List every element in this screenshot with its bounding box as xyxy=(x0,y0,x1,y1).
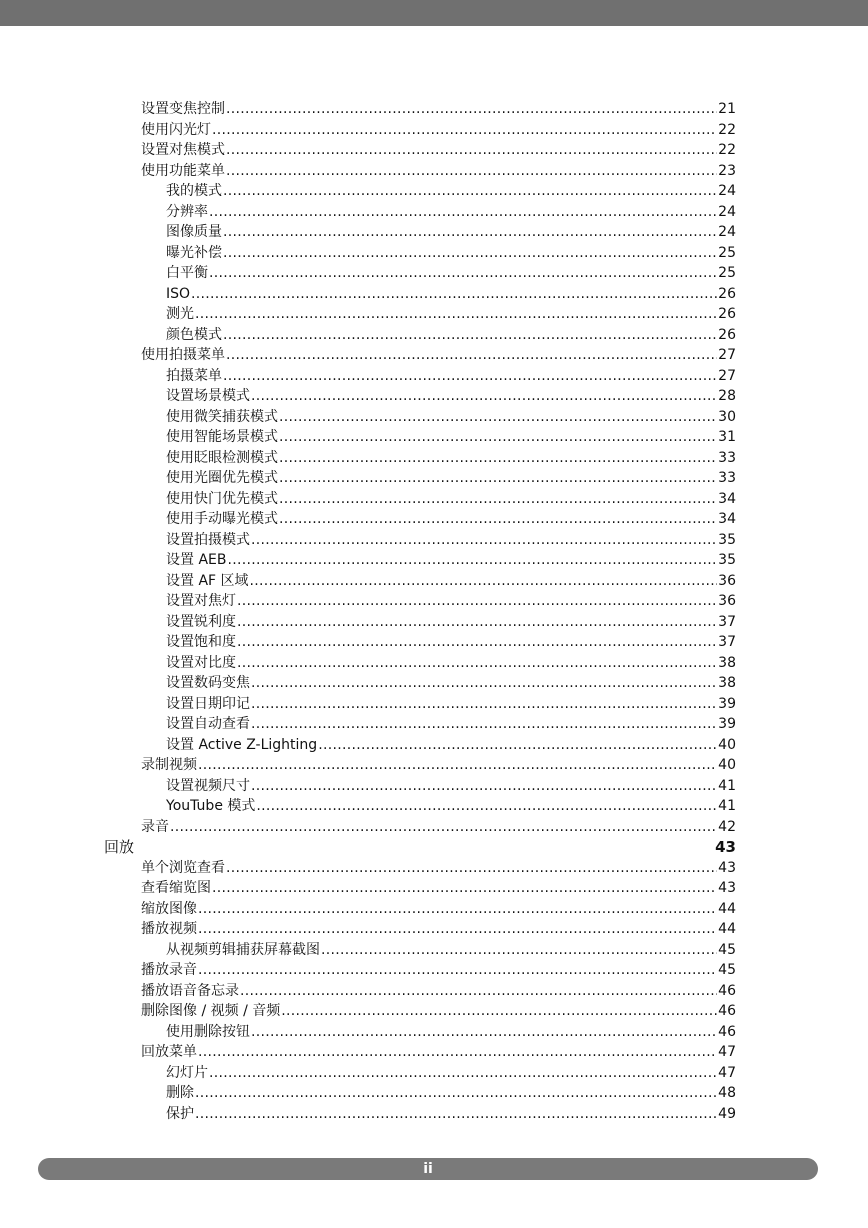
toc-dot-leader xyxy=(237,632,717,653)
toc-entry-title: 保护 xyxy=(166,1105,194,1122)
toc-entry-title: 播放视频 xyxy=(141,921,197,937)
toc-dot-leader xyxy=(212,878,717,899)
toc-page-number: 25 xyxy=(718,244,736,261)
toc-entry[interactable] xyxy=(166,304,736,325)
toc-entry[interactable] xyxy=(166,1083,736,1104)
toc-page-number: 33 xyxy=(718,470,736,486)
toc-dot-leader xyxy=(281,1001,717,1022)
toc-entry-title: 设置变焦控制 xyxy=(141,101,225,117)
toc-dot-leader xyxy=(226,99,717,120)
toc-dot-leader xyxy=(251,386,717,407)
toc-entry-title: 使用手动曝光模式 xyxy=(166,511,278,527)
toc-dot-leader xyxy=(256,796,717,817)
toc-dot-leader xyxy=(198,1042,717,1063)
toc-dot-leader xyxy=(251,673,717,694)
toc-dot-leader xyxy=(223,325,717,346)
toc-entry-title: 使用闪光灯 xyxy=(141,121,211,138)
toc-dot-leader xyxy=(251,694,717,715)
toc-entry-title: 使用智能场景模式 xyxy=(166,429,278,445)
toc-entry[interactable] xyxy=(166,407,736,428)
toc-dot-leader xyxy=(321,940,717,961)
toc-entry-title: 单个浏览查看 xyxy=(141,859,225,876)
toc-page-number: 25 xyxy=(718,265,736,281)
toc-entry[interactable] xyxy=(166,571,736,592)
toc-dot-leader xyxy=(318,735,717,756)
toc-entry[interactable] xyxy=(141,919,736,940)
toc-entry[interactable] xyxy=(166,673,736,694)
toc-dot-leader xyxy=(223,181,717,202)
toc-entry-title: 曝光补偿 xyxy=(166,244,222,261)
toc-entry-title: 设置 AEB xyxy=(166,552,227,568)
toc-page-number: 47 xyxy=(718,1044,736,1060)
toc-page-number: 46 xyxy=(718,982,736,999)
toc-entry-title: 设置饱和度 xyxy=(166,634,236,650)
toc-entry[interactable] xyxy=(141,858,736,879)
toc-entry-title: 设置对比度 xyxy=(166,654,236,671)
toc-entry[interactable] xyxy=(166,591,736,612)
toc-entry[interactable] xyxy=(166,1063,736,1084)
toc-entry-title: 使用功能菜单 xyxy=(141,162,225,179)
toc-page-number: 41 xyxy=(718,777,736,794)
toc-dot-leader xyxy=(251,530,717,551)
toc-entry-title: 我的模式 xyxy=(166,183,222,199)
toc-page-number: 24 xyxy=(718,203,736,220)
toc-entry-title: 录音 xyxy=(141,818,169,835)
toc-entry-title: 播放语音备忘录 xyxy=(141,982,239,999)
toc-page-number: 22 xyxy=(718,121,736,138)
toc-dot-leader xyxy=(209,202,717,223)
toc-entry[interactable] xyxy=(141,817,736,838)
toc-dot-leader xyxy=(251,714,717,735)
toc-entry[interactable] xyxy=(141,120,736,141)
toc-dot-leader xyxy=(251,1022,717,1043)
toc-page-number: 40 xyxy=(718,757,736,773)
toc-page-number: 24 xyxy=(718,224,736,240)
toc-entry-title: 设置拍摄模式 xyxy=(166,531,250,548)
toc-entry[interactable] xyxy=(141,899,736,920)
toc-entry-title: 设置场景模式 xyxy=(166,388,250,404)
toc-entry[interactable] xyxy=(141,345,736,366)
toc-entry[interactable] xyxy=(166,222,736,243)
toc-entry[interactable] xyxy=(141,981,736,1002)
toc-dot-leader xyxy=(198,899,717,920)
toc-entry-title: 回放 xyxy=(104,838,135,856)
toc-dot-leader xyxy=(191,284,717,305)
toc-entry-title: 使用删除按钮 xyxy=(166,1023,250,1040)
toc-entry[interactable] xyxy=(166,653,736,674)
toc-dot-leader xyxy=(279,489,717,510)
toc-entry-title: 设置锐利度 xyxy=(166,613,236,630)
toc-entry-title: 使用快门优先模式 xyxy=(166,490,278,507)
toc-dot-leader xyxy=(223,243,717,264)
toc-page-number: 43 xyxy=(715,838,736,856)
toc-page-number: 23 xyxy=(718,162,736,179)
toc-page-number: 35 xyxy=(718,531,736,548)
toc-page-number: 27 xyxy=(718,347,736,363)
toc-dot-leader xyxy=(170,817,717,838)
toc-page-number: 46 xyxy=(718,1003,736,1019)
toc-page-number: 37 xyxy=(718,613,736,630)
toc-page-number: 46 xyxy=(718,1023,736,1040)
toc-page-number: 36 xyxy=(718,593,736,609)
toc-entry-title: 设置 Active Z-Lighting xyxy=(166,736,318,753)
toc-page-number: 22 xyxy=(718,142,736,158)
toc-dot-leader xyxy=(279,427,717,448)
toc-dot-leader xyxy=(226,858,717,879)
table-of-contents xyxy=(104,99,736,1124)
toc-entry[interactable] xyxy=(141,161,736,182)
toc-dot-leader xyxy=(279,407,717,428)
toc-page-number: 35 xyxy=(718,552,736,568)
toc-dot-leader xyxy=(223,222,717,243)
toc-page-number: 36 xyxy=(718,572,736,589)
toc-entry-title: 设置 AF 区域 xyxy=(166,572,249,589)
toc-entry[interactable] xyxy=(141,960,736,981)
toc-entry-title: 测光 xyxy=(166,306,194,322)
toc-dot-leader xyxy=(279,468,717,489)
toc-page-number: 39 xyxy=(718,695,736,712)
toc-entry[interactable] xyxy=(166,550,736,571)
toc-entry-title: 设置自动查看 xyxy=(166,716,250,732)
toc-entry[interactable] xyxy=(166,632,736,653)
toc-page-number: 43 xyxy=(718,859,736,876)
toc-entry-title: 使用微笑捕获模式 xyxy=(166,408,278,425)
toc-entry[interactable] xyxy=(166,284,736,305)
top-header-bar xyxy=(0,0,868,26)
toc-page-number: 21 xyxy=(718,101,736,117)
toc-page-number: 45 xyxy=(718,962,736,978)
toc-dot-leader xyxy=(209,263,717,284)
toc-entry-title: 拍摄菜单 xyxy=(166,367,222,384)
toc-dot-leader xyxy=(195,304,717,325)
toc-entry-title: 设置数码变焦 xyxy=(166,675,250,691)
toc-entry-title: 查看缩览图 xyxy=(141,880,211,896)
toc-entry[interactable] xyxy=(166,489,736,510)
toc-entry[interactable] xyxy=(166,796,736,817)
toc-page-number: 40 xyxy=(718,736,736,753)
toc-entry[interactable] xyxy=(166,714,736,735)
toc-entry[interactable] xyxy=(166,1104,736,1125)
footer-bar xyxy=(38,1158,818,1180)
toc-entry[interactable] xyxy=(166,386,736,407)
toc-dot-leader xyxy=(237,591,717,612)
toc-dot-leader xyxy=(251,776,717,797)
toc-page-number: 49 xyxy=(718,1105,736,1122)
toc-entry-title: 使用眨眼检测模式 xyxy=(166,449,278,466)
toc-entry[interactable] xyxy=(166,448,736,469)
toc-dot-leader xyxy=(226,161,717,182)
toc-dot-leader xyxy=(279,448,717,469)
toc-page-number: 30 xyxy=(718,408,736,425)
toc-entry[interactable] xyxy=(166,263,736,284)
toc-dot-leader xyxy=(279,509,717,530)
toc-entry[interactable] xyxy=(141,99,736,120)
toc-page-number: 27 xyxy=(718,367,736,384)
toc-entry[interactable] xyxy=(166,1022,736,1043)
toc-entry-title: 设置日期印记 xyxy=(166,695,250,712)
toc-page-number: 44 xyxy=(718,921,736,937)
toc-dot-leader xyxy=(212,120,717,141)
toc-entry[interactable] xyxy=(166,776,736,797)
page-number: ii xyxy=(423,1161,433,1177)
toc-page-number: 38 xyxy=(718,675,736,691)
toc-entry[interactable] xyxy=(166,243,736,264)
toc-entry[interactable] xyxy=(141,1001,736,1022)
toc-dot-leader xyxy=(209,1063,717,1084)
toc-page-number: 47 xyxy=(718,1064,736,1081)
toc-entry[interactable] xyxy=(166,940,736,961)
toc-entry[interactable] xyxy=(141,140,736,161)
toc-page-number: 24 xyxy=(718,183,736,199)
toc-dot-leader xyxy=(198,755,717,776)
toc-page-number: 43 xyxy=(718,880,736,896)
toc-entry[interactable] xyxy=(166,530,736,551)
toc-page-number: 41 xyxy=(718,798,736,814)
toc-dot-leader xyxy=(226,345,717,366)
toc-page-number: 26 xyxy=(718,285,736,302)
toc-chapter-heading[interactable] xyxy=(104,837,736,858)
toc-page-number: 26 xyxy=(718,326,736,343)
toc-entry-title: 分辨率 xyxy=(166,203,208,220)
toc-dot-leader xyxy=(223,366,717,387)
toc-entry-title: 缩放图像 xyxy=(141,900,197,917)
toc-dot-leader xyxy=(195,1083,717,1104)
toc-entry[interactable] xyxy=(166,612,736,633)
toc-entry-title: ISO xyxy=(166,285,191,302)
toc-entry-title: 回放菜单 xyxy=(141,1044,197,1060)
toc-entry-title: YouTube 模式 xyxy=(166,798,256,814)
toc-page-number: 33 xyxy=(718,449,736,466)
toc-entry[interactable] xyxy=(166,181,736,202)
toc-entry[interactable] xyxy=(166,202,736,223)
toc-entry-title: 设置对焦灯 xyxy=(166,593,236,609)
toc-entry[interactable] xyxy=(166,427,736,448)
toc-entry-title: 播放录音 xyxy=(141,962,197,978)
toc-entry-title: 使用光圈优先模式 xyxy=(166,470,278,486)
toc-dot-leader xyxy=(237,653,717,674)
toc-entry-title: 白平衡 xyxy=(166,265,208,281)
toc-entry[interactable] xyxy=(166,509,736,530)
toc-dot-leader xyxy=(198,960,717,981)
toc-entry[interactable] xyxy=(166,325,736,346)
toc-page-number: 39 xyxy=(718,716,736,732)
toc-page-number: 42 xyxy=(718,818,736,835)
toc-dot-leader xyxy=(250,571,718,592)
toc-entry[interactable] xyxy=(141,755,736,776)
toc-page-number: 37 xyxy=(718,634,736,650)
toc-page-number: 28 xyxy=(718,388,736,404)
toc-page-number: 45 xyxy=(718,941,736,958)
toc-dot-leader xyxy=(227,550,717,571)
toc-entry[interactable] xyxy=(141,878,736,899)
toc-dot-leader xyxy=(240,981,717,1002)
toc-page-number: 31 xyxy=(718,429,736,445)
toc-page-number: 34 xyxy=(718,511,736,527)
toc-page-number: 48 xyxy=(718,1085,736,1101)
toc-entry-title: 设置视频尺寸 xyxy=(166,777,250,794)
toc-entry-title: 幻灯片 xyxy=(166,1064,208,1081)
toc-dot-leader xyxy=(198,919,717,940)
toc-dot-leader xyxy=(226,140,717,161)
toc-dot-leader xyxy=(195,1104,717,1125)
toc-page-number: 26 xyxy=(718,306,736,322)
toc-entry-title: 图像质量 xyxy=(166,224,222,240)
toc-entry[interactable] xyxy=(166,735,736,756)
toc-entry-title: 使用拍摄菜单 xyxy=(141,347,225,363)
toc-entry[interactable] xyxy=(166,694,736,715)
toc-entry[interactable] xyxy=(141,1042,736,1063)
toc-entry[interactable] xyxy=(166,468,736,489)
toc-entry-title: 删除图像 / 视频 / 音频 xyxy=(141,1003,281,1019)
toc-page-number: 38 xyxy=(718,654,736,671)
toc-entry-title: 录制视频 xyxy=(141,757,197,773)
toc-entry-title: 删除 xyxy=(166,1085,194,1101)
toc-entry[interactable] xyxy=(166,366,736,387)
toc-page-number: 44 xyxy=(718,900,736,917)
toc-entry-title: 颜色模式 xyxy=(166,326,222,343)
toc-dot-leader xyxy=(237,612,717,633)
toc-entry-title: 设置对焦模式 xyxy=(141,142,225,158)
toc-page-number: 34 xyxy=(718,490,736,507)
toc-entry-title: 从视频剪辑捕获屏幕截图 xyxy=(166,941,320,958)
